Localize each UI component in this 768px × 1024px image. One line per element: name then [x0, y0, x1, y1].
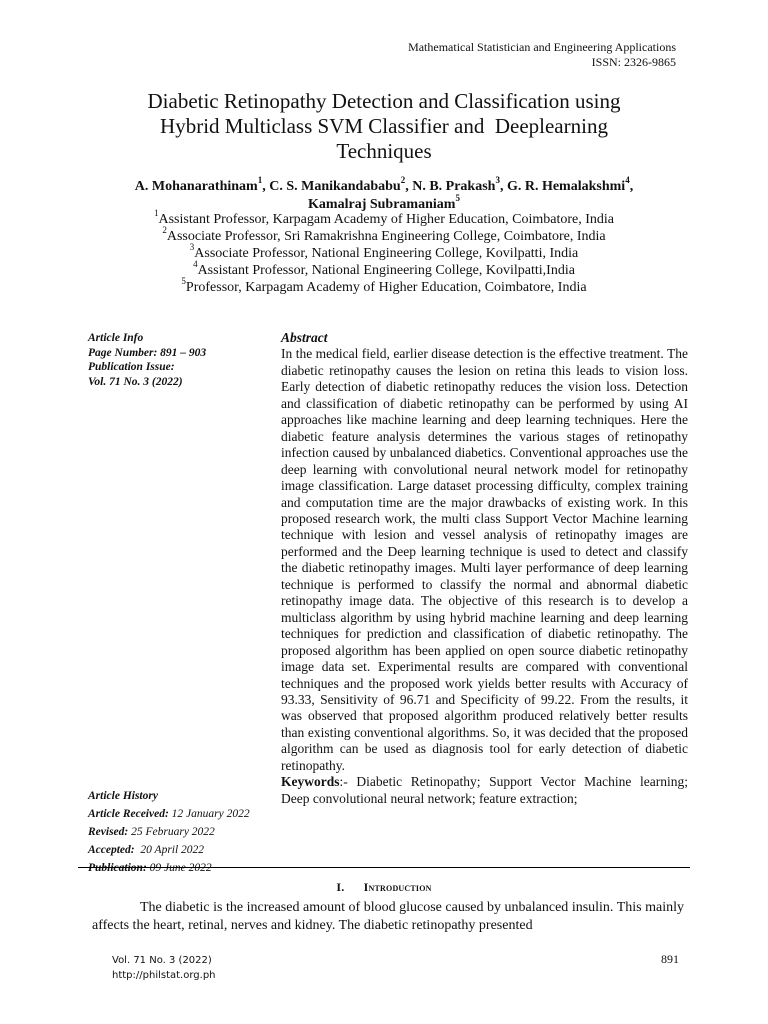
paper-title [70, 89, 698, 164]
keywords-label: Keywords [281, 774, 340, 790]
volume: Vol. 71 No. 3 (2022) [88, 375, 183, 388]
affiliation-sup: 3 [189, 242, 195, 253]
introduction-heading [60, 880, 708, 895]
author-line-1 [60, 175, 708, 196]
affiliation-text: Assistant Professor, National Engineering College, Kovilpatti,India [197, 263, 575, 278]
author-sup: 1 [257, 175, 263, 186]
affiliation-text: Professor, Karpagam Academy of Higher Education, Coimbatore, India [185, 280, 587, 295]
history-value: 25 February 2022 [131, 826, 215, 838]
history-label: Publication: [88, 862, 147, 874]
affiliation-sup: 4 [193, 259, 198, 270]
title-line-1: Diabetic Retinopathy Detection and Classification using [147, 89, 621, 113]
journal-name: Mathematical Statistician and Engineering Applications [408, 40, 676, 54]
history-publication [88, 859, 278, 877]
abstract-text: In the medical field, earlier disease detection is the effective treatment. The diabetic retinopathy causes the lesion on retina this leads to vision loss. Early detection of diabetic retinopathy reduces the vision loss. Detection and classification of diabetic retinopathy can be performed by using AI approaches like machine learning and deep learning techniques. Here the diabetic feature analysis determines the various stages of retinopathy infection caused by unbalanced diabetics. Conventional approaches use the deep learning with convolutional neural network model for retinopathy image classification. Large dataset processing difficulty, complex training and computation time are the major drawbacks of existing work. In this proposed research work, the multi class Support Vector Machine learning technique with lesion and vessel analysis of retinopathy images are performed and the Deep learning technique is used to detect and classify the diabetic retinopathy images. Multi layer performance of deep learning technique is performed to classify the normal and abnormal diabetic retinopathy image data. The objective of this research is to develop a multiclass algorithm by using hybrid machine learning and deep learning techniques for prediction and classification of diabetic retinopathy. The proposed algorithm has been applied on open source diabetic retinopathy image data set. Experimental results are compared with conventional techniques and the proposed work yields better results with Accuracy of 93.33, Sensitivity of 96.71 and Specificity of 99.22. From the results, it was observed that proposed algorithm produced relatively better results than existing conventional algorithms. So, it was decided that the proposed algorithm can be used as diagnosis tool for early detection of diabetic retinopathy. [281, 346, 688, 773]
page-number: Page Number: 891 – 903 [88, 346, 207, 359]
author-name: G. R. Hemalakshmi [506, 179, 626, 194]
introduction-text [92, 899, 684, 935]
abstract [281, 330, 688, 807]
affiliation-text: Associate Professor, Sri Ramakrishna Engineering College, Coimbatore, India [166, 229, 606, 244]
section-number: I. [336, 880, 345, 894]
article-history-heading: Article History [88, 790, 158, 802]
affiliation-text: Associate Professor, National Engineering College, Kovilpatti, India [194, 246, 579, 261]
author-sup: 4 [625, 175, 630, 186]
author-sep: , [405, 179, 413, 194]
footer-info [112, 953, 216, 983]
publication-issue: Publication Issue: [88, 361, 175, 373]
affiliation-sup: 2 [162, 225, 167, 236]
title-line-2: Hybrid Multiclass SVM Classifier and Deeplearning [160, 114, 608, 138]
author-sup: 5 [455, 193, 460, 204]
author-sep: , [262, 179, 270, 194]
history-value: 12 January 2022 [171, 808, 250, 820]
footer-url[interactable]: http://philstat.org.ph [112, 970, 216, 981]
history-label: Revised: [88, 826, 129, 838]
author-sup: 3 [495, 175, 500, 186]
author-sup: 2 [400, 175, 406, 186]
introduction-paragraph: The diabetic is the increased amount of blood glucose caused by unbalanced insulin. This mainly affects the heart, retinal, nerves and kidney. The diabetic retinopathy presented [92, 900, 684, 933]
author-name: N. B. Prakash [412, 179, 496, 194]
affiliation-sup: 1 [154, 208, 159, 219]
author-sep: , [499, 179, 507, 194]
author-name: Kamalraj Subramaniam [308, 197, 456, 212]
keywords [281, 774, 688, 807]
affiliation-sup: 5 [181, 276, 186, 287]
article-history [88, 787, 278, 877]
affiliation-item [60, 259, 708, 279]
section-divider [78, 867, 690, 868]
affiliation-text: Assistant Professor, Karpagam Academy of Higher Education, Coimbatore, India [158, 212, 614, 227]
abstract-heading: Abstract [281, 330, 328, 345]
history-label: Article Received: [88, 808, 169, 820]
affiliation-list [60, 208, 708, 296]
article-info [88, 331, 268, 389]
title-line-3: Techniques [336, 139, 432, 163]
affiliation-item [60, 225, 708, 245]
section-title: Introduction [363, 880, 432, 894]
history-value: 09 June 2022 [149, 862, 212, 874]
affiliation-item [60, 276, 708, 296]
history-accepted [88, 841, 278, 859]
keywords-text: :- Diabetic Retinopathy; Support Vector Machine learning; Deep convolutional neural network; feature extraction; [281, 774, 688, 806]
affiliation-item [60, 242, 708, 262]
history-received [88, 805, 278, 823]
journal-header [408, 40, 676, 70]
footer-volume: Vol. 71 No. 3 (2022) [112, 955, 212, 966]
page-number-footer: 891 [661, 952, 679, 966]
author-name: A. Mohanarathinam [134, 179, 258, 194]
author-sep: , [629, 179, 634, 194]
author-name: C. S. Manikandababu [269, 179, 401, 194]
article-info-heading: Article Info [88, 332, 144, 344]
history-value: 20 April 2022 [140, 844, 205, 856]
journal-issn: ISSN: 2326-9865 [591, 55, 676, 69]
affiliation-item [60, 208, 708, 228]
history-revised [88, 823, 278, 841]
history-label: Accepted: [88, 844, 135, 856]
